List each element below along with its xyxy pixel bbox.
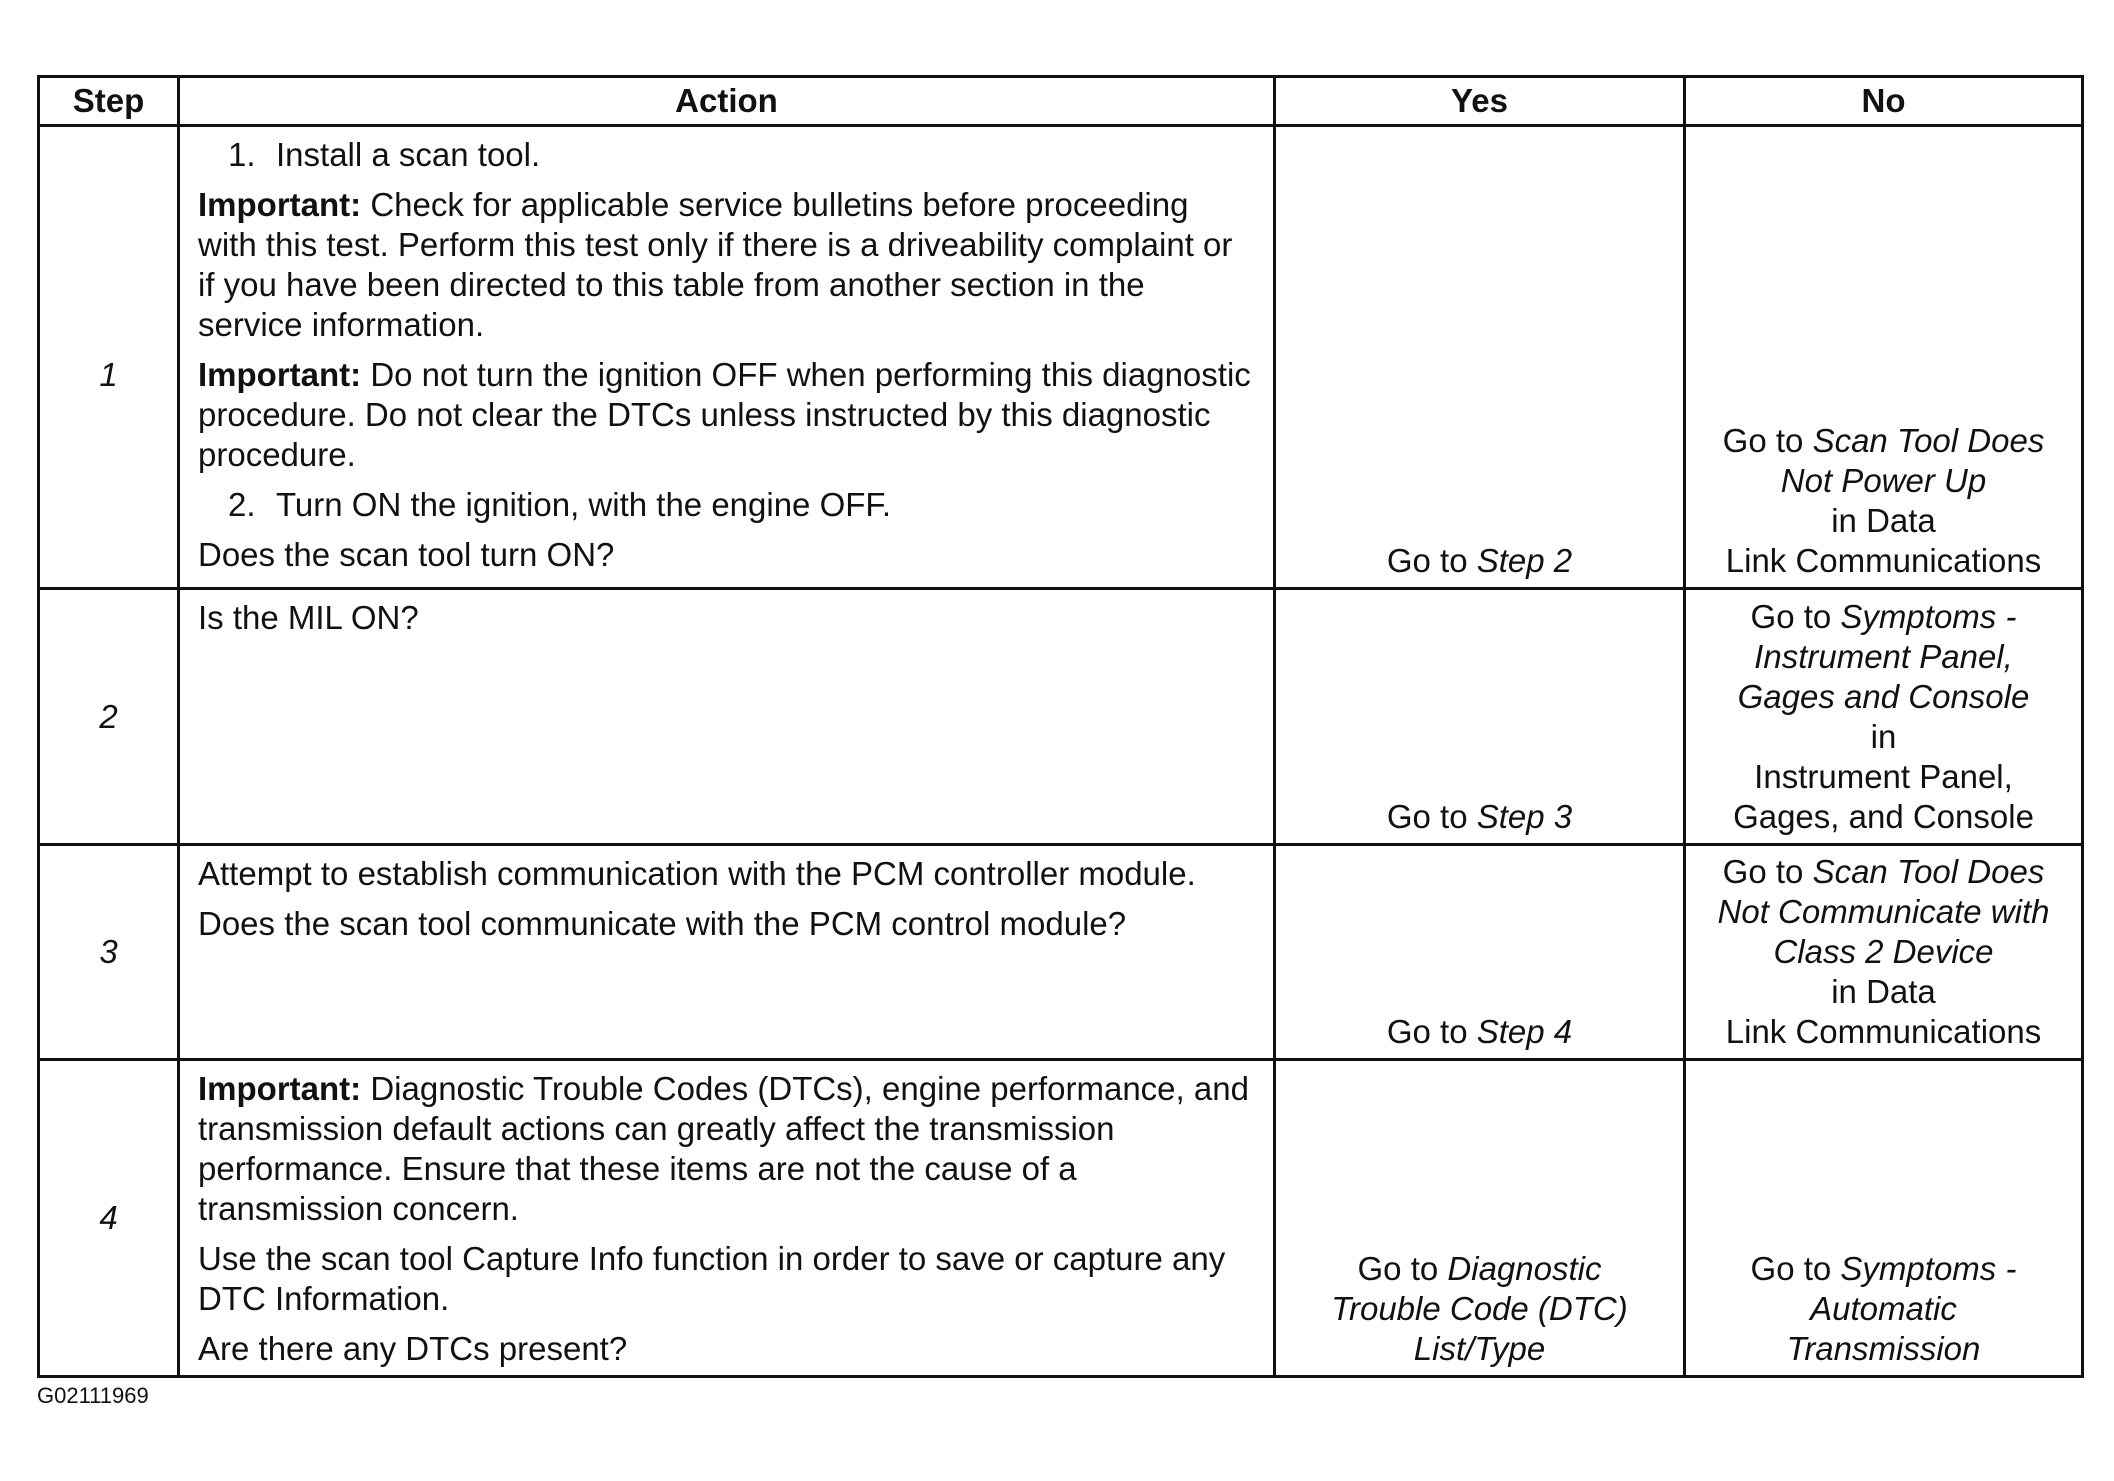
table-row	[39, 1060, 2083, 1377]
goto-link[interactable]: Instrument Panel,	[1754, 638, 2013, 675]
goto-suffix: Link Communications	[1725, 1013, 2042, 1050]
action-cell	[179, 589, 1275, 845]
goto-prefix: Go to	[1722, 853, 1804, 890]
action-list-item	[198, 135, 1253, 175]
goto-line	[1282, 1249, 1677, 1289]
goto-link[interactable]: Scan Tool Does	[1812, 853, 2045, 890]
goto-link[interactable]: Gages and Console	[1737, 678, 2030, 715]
yes-cell	[1275, 126, 1685, 589]
action-question: Is the MIL ON?	[198, 599, 419, 636]
goto-suffix: Gages, and Console	[1733, 798, 2034, 835]
important-text: Diagnostic Trouble Codes (DTCs), engine performance, and transmission default actions can greatly affect the transmission performance. Ensure that these items are not the cause of a transmission concern.	[198, 1070, 1249, 1227]
action-question: Does the scan tool turn ON?	[198, 536, 615, 573]
action-cell	[179, 126, 1275, 589]
important-text: Check for applicable service bulletins before proceeding with this test. Perform this test only if there is a driveability complaint or if you have been directed to this table from another section in the service information.	[198, 186, 1233, 343]
important-note	[198, 1069, 1253, 1229]
goto-link[interactable]: Not Power Up	[1780, 462, 1987, 499]
header-step: Step	[39, 77, 179, 126]
table-header-row	[39, 77, 2083, 126]
goto-link[interactable]: Symptoms -	[1840, 598, 2017, 635]
step-number: 2	[39, 589, 179, 845]
yes-cell	[1275, 1060, 1685, 1377]
figure-id: G02111969	[37, 1383, 149, 1408]
header-action: Action	[179, 77, 1275, 126]
goto-link[interactable]: Trouble Code (DTC)	[1331, 1290, 1628, 1327]
goto-link[interactable]: Step 2	[1476, 542, 1573, 579]
goto-link[interactable]: Diagnostic	[1447, 1250, 1602, 1287]
goto-link[interactable]: List/Type	[1413, 1330, 1546, 1367]
important-note	[198, 355, 1253, 475]
no-cell	[1685, 845, 2083, 1060]
goto-prefix: Go to	[1386, 542, 1468, 579]
step-number: 1	[39, 126, 179, 589]
goto-prefix: Go to	[1750, 598, 1832, 635]
goto-link[interactable]: Transmission	[1786, 1330, 1981, 1367]
important-text: Do not turn the ignition OFF when performing this diagnostic procedure. Do not clear the DTCs unless instructed by this diagnostic procedure.	[198, 356, 1251, 473]
goto-suffix: in Data	[1831, 973, 1936, 1010]
step-number: 3	[39, 845, 179, 1060]
important-label: Important:	[198, 356, 362, 393]
goto-line	[1692, 597, 2075, 637]
list-text: Turn ON the ignition, with the engine OFF.	[276, 486, 892, 523]
goto-line	[1692, 1249, 2075, 1289]
important-label: Important:	[198, 1070, 362, 1107]
action-list-item	[198, 485, 1253, 525]
no-cell	[1685, 589, 2083, 845]
action-cell	[179, 1060, 1275, 1377]
goto-prefix: Go to	[1750, 1250, 1832, 1287]
goto-link[interactable]: Automatic	[1810, 1290, 1957, 1327]
action-cell	[179, 845, 1275, 1060]
goto-prefix: Go to	[1357, 1250, 1439, 1287]
goto-link[interactable]: Scan Tool Does	[1812, 422, 2045, 459]
goto-suffix: in	[1870, 718, 1897, 755]
goto-prefix: Go to	[1386, 1013, 1468, 1050]
goto-suffix: in Data	[1831, 502, 1936, 539]
list-number: 1.	[228, 136, 256, 173]
important-note	[198, 185, 1253, 345]
action-question: Does the scan tool communicate with the PCM control module?	[198, 905, 1127, 942]
list-number: 2.	[228, 486, 256, 523]
goto-prefix: Go to	[1386, 798, 1468, 835]
diagnostic-table	[37, 75, 2084, 1378]
table-row	[39, 126, 2083, 589]
list-text: Install a scan tool.	[276, 136, 541, 173]
yes-cell	[1275, 845, 1685, 1060]
goto-prefix: Go to	[1722, 422, 1804, 459]
goto-suffix: Link Communications	[1725, 542, 2042, 579]
important-label: Important:	[198, 186, 362, 223]
no-cell	[1685, 1060, 2083, 1377]
action-text: Use the scan tool Capture Info function in order to save or capture any DTC Information.	[198, 1240, 1226, 1317]
goto-link[interactable]: Step 3	[1476, 798, 1573, 835]
table-row	[39, 589, 2083, 845]
goto-link[interactable]: Not Communicate with	[1717, 893, 2050, 930]
goto-link[interactable]: Step 4	[1476, 1013, 1573, 1050]
goto-suffix: Instrument Panel,	[1754, 758, 2013, 795]
goto-line	[1692, 421, 2075, 461]
goto-line	[1692, 852, 2075, 892]
action-text: Attempt to establish communication with the PCM controller module.	[198, 855, 1196, 892]
no-cell	[1685, 126, 2083, 589]
step-number: 4	[39, 1060, 179, 1377]
table-row	[39, 845, 2083, 1060]
action-question: Are there any DTCs present?	[198, 1330, 628, 1367]
yes-cell	[1275, 589, 1685, 845]
header-no: No	[1685, 77, 2083, 126]
goto-link[interactable]: Class 2 Device	[1773, 933, 1994, 970]
header-yes: Yes	[1275, 77, 1685, 126]
goto-link[interactable]: Symptoms -	[1840, 1250, 2017, 1287]
